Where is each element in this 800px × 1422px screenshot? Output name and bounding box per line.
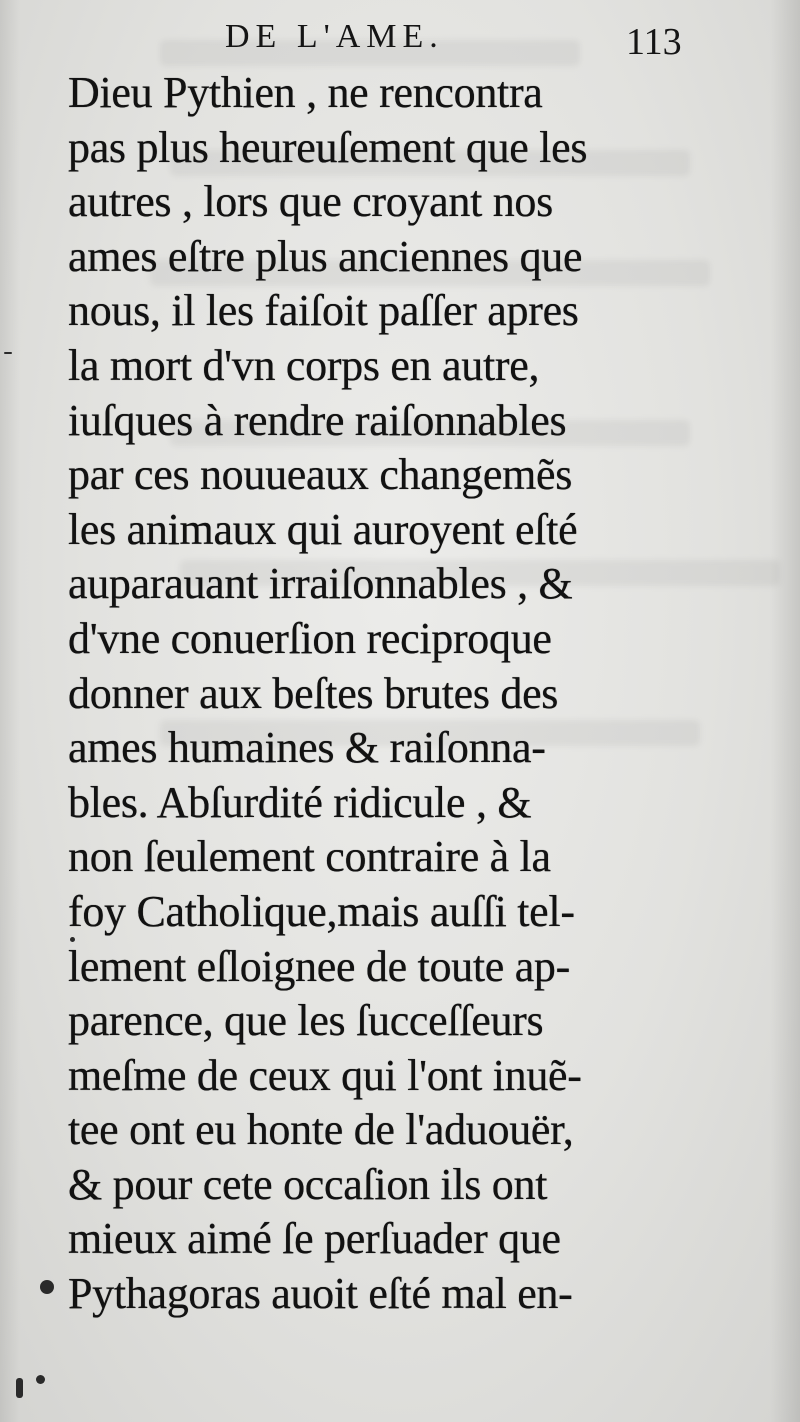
text-line: mieux aimé ſe perſuader que xyxy=(68,1214,561,1264)
running-head: DE L'AME. xyxy=(225,18,444,55)
text-line: autres , lors que croyant nos xyxy=(68,177,553,227)
text-line: par ces nouueaux changemẽs xyxy=(68,450,573,500)
text-line: les animaux qui auroyent eſté xyxy=(68,504,578,554)
text-line: ames eſtre plus anciennes que xyxy=(68,231,583,281)
text-line: non ſeulement contraire à la xyxy=(68,832,551,882)
text-line: Dieu Pythien , ne rencontra xyxy=(68,68,543,117)
text-line: foy Catholique,mais auſſi tel- xyxy=(68,886,575,936)
text-line: meſme de ceux qui l'ont inuẽ- xyxy=(68,1050,582,1100)
text-line: tee ont eu honte de l'aduouër, xyxy=(68,1105,574,1155)
text-line: d'vne conuerſion reciproque xyxy=(68,613,552,663)
text-line: auparauant irraiſonnables , & xyxy=(68,559,573,609)
text-line: bles. Abſurdité ridicule , & xyxy=(68,777,532,827)
text-line: lement eſloignee de toute ap- xyxy=(68,941,570,991)
text-line: parence, que les ſucceſſeurs xyxy=(68,996,544,1046)
text-line: Pythagoras auoit eſté mal en- xyxy=(68,1269,573,1319)
ink-spot xyxy=(40,1280,54,1294)
text-line: & pour cete occaſion ils ont xyxy=(68,1159,548,1209)
ink-spot xyxy=(16,1378,23,1398)
text-line: ames humaines & raiſonna- xyxy=(68,723,546,773)
text-line: donner aux beſtes brutes des xyxy=(68,668,559,718)
page-number: 113 xyxy=(626,21,682,63)
text-line: iuſques à rendre raiſonnables xyxy=(68,395,567,445)
page-edge-shadow xyxy=(770,0,800,1422)
page-gutter-shadow xyxy=(0,0,20,1422)
ink-spot xyxy=(36,1375,45,1384)
body-text xyxy=(68,66,708,1322)
ink-spot xyxy=(70,937,75,942)
text-line: pas plus heureuſement que les xyxy=(68,122,588,172)
text-line: la mort d'vn corps en autre, xyxy=(68,340,540,390)
text-line: nous, il les faiſoit paſſer apres xyxy=(68,286,579,336)
ink-spot xyxy=(4,352,12,354)
